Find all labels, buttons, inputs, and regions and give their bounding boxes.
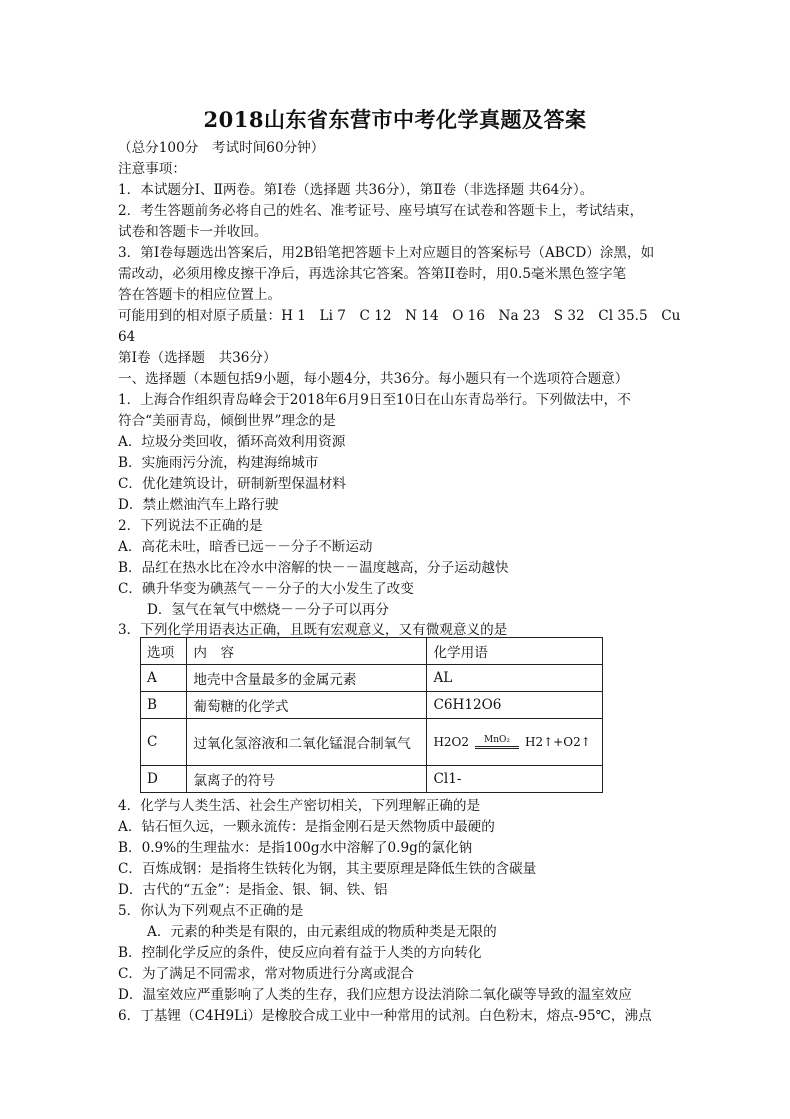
option: D．温室效应严重影响了人类的生存，我们应想方设法消除二氧化碳等导致的温室效应 — [118, 987, 632, 1003]
option: D．古代的“五金”：是指金、银、铜、铁、铝 — [118, 882, 388, 898]
notice-item: 2．考生答题前务必将自己的姓名、准考证号、座号填写在试卷和答题卡上，考试结束， — [118, 203, 644, 219]
option: A．钻石恒久远，一颗永流传：是指金刚石是天然物质中最硬的 — [118, 819, 495, 835]
notice-item: 3．第Ⅰ卷每题选出答案后，用2B铅笔把答题卡上对应题目的答案标号（ABCD）涂黑，如 — [118, 245, 655, 261]
equation-bar — [475, 746, 519, 747]
option-label: B — [141, 692, 187, 719]
option-label: A — [141, 665, 187, 692]
option: D．氢气在氧气中燃烧－－分子可以再分 — [147, 602, 389, 618]
notice-item: 试卷和答题卡一并收回。 — [118, 224, 268, 240]
notice-item: 需改动，必须用橡皮擦干净后，再选涂其它答案。答第II卷时，用0.5毫米黑色签字笔 — [118, 266, 627, 282]
question-5: 5．你认为下列观点不正确的是 — [118, 903, 304, 919]
question-4: 4．化学与人类生活、社会生产密切相关，下列理解正确的是 — [118, 798, 481, 814]
option-content: 地壳中含量最多的金属元素 — [187, 665, 427, 692]
notice-heading: 注意事项： — [118, 161, 186, 177]
chemical-term — [427, 719, 603, 766]
products: H2↑+O2↑ — [525, 735, 591, 749]
options-table — [140, 637, 603, 793]
table-row — [141, 692, 603, 719]
question-1: 1．上海合作组织青岛峰会于2018年6月9日至10日在山东青岛举行。下列做法中，不 — [118, 392, 631, 408]
chemical-equation — [433, 735, 596, 749]
equation-bar — [475, 748, 519, 749]
exam-info: （总分100分 考试时间60分钟） — [118, 140, 325, 156]
option-content: 葡萄糖的化学式 — [187, 692, 427, 719]
option-content: 氯离子的符号 — [187, 766, 427, 793]
option: A．垃圾分类回收，循环高效利用资源 — [118, 434, 346, 450]
reaction-condition — [475, 735, 519, 749]
notice-item: 答在答题卡的相应位置上。 — [118, 287, 282, 303]
section-heading: 第Ⅰ卷（选择题 共36分） — [118, 350, 277, 366]
chemical-term: AL — [427, 665, 603, 692]
question-3: 3．下列化学用语表达正确，且既有宏观意义，又有微观意义的是 — [118, 622, 508, 638]
page-title: 2018山东省东营市中考化学真题及答案 — [203, 107, 587, 132]
option-label: C — [141, 719, 187, 766]
question-6: 6．丁基锂（C4H9Li）是橡胶合成工业中一种常用的试剂。白色粉末，熔点-95℃，沸点 — [118, 1008, 652, 1024]
table-header-row — [141, 638, 603, 665]
option-label: D — [141, 766, 187, 793]
option: A．高花未吐，暗香已远－－分子不断运动 — [118, 539, 373, 555]
option: D．禁止燃油汽车上路行驶 — [118, 497, 279, 513]
option: A．元素的种类是有限的，由元素组成的物质种类是无限的 — [147, 924, 497, 940]
option-content: 过氧化氢溶液和二氧化锰混合制氧气 — [187, 719, 427, 766]
option: B．实施雨污分流，构建海绵城市 — [118, 455, 319, 471]
table-row — [141, 665, 603, 692]
option: C．百炼成钢：是指将生铁转化为钢，其主要原理是降低生铁的含碳量 — [118, 861, 537, 877]
table-header: 选项 — [141, 638, 187, 665]
option: C．优化建筑设计，研制新型保温材料 — [118, 476, 346, 492]
table-header: 化学用语 — [427, 638, 603, 665]
atomic-mass-line: 64 — [118, 329, 136, 345]
section-instructions: 一、选择题（本题包括9小题，每小题4分，共36分。每小题只有一个选项符合题意） — [118, 371, 629, 387]
option: C．碘升华变为碘蒸气－－分子的大小发生了改变 — [118, 581, 414, 597]
table-row — [141, 766, 603, 793]
notice-item: 1．本试题分Ⅰ、Ⅱ两卷。第Ⅰ卷（选择题 共36分），第Ⅱ卷（非选择题 共64分）。 — [118, 182, 594, 198]
option: C．为了满足不同需求，常对物质进行分离或混合 — [118, 966, 414, 982]
catalyst: MnO₂ — [484, 735, 511, 745]
table-header: 内 容 — [187, 638, 427, 665]
table-row — [141, 719, 603, 766]
reactant: H2O2 — [433, 735, 470, 749]
atomic-mass-line: 可能用到的相对原子质量：H 1 Li 7 C 12 N 14 O 16 Na 23 S 32 Cl 35.5 Cu — [118, 308, 681, 324]
option: B．0.9%的生理盐水：是指100g水中溶解了0.9g的氯化钠 — [118, 840, 473, 856]
question-2: 2．下列说法不正确的是 — [118, 518, 263, 534]
question-1: 符合“美丽青岛，倾倒世界”理念的是 — [118, 413, 336, 429]
chemical-term: Cl1- — [427, 766, 603, 793]
chemical-term: C6H12O6 — [427, 692, 603, 719]
option: B．品红在热水比在冷水中溶解的快－－温度越高，分子运动越快 — [118, 560, 509, 576]
option: B．控制化学反应的条件，使反应向着有益于人类的方向转化 — [118, 945, 482, 961]
